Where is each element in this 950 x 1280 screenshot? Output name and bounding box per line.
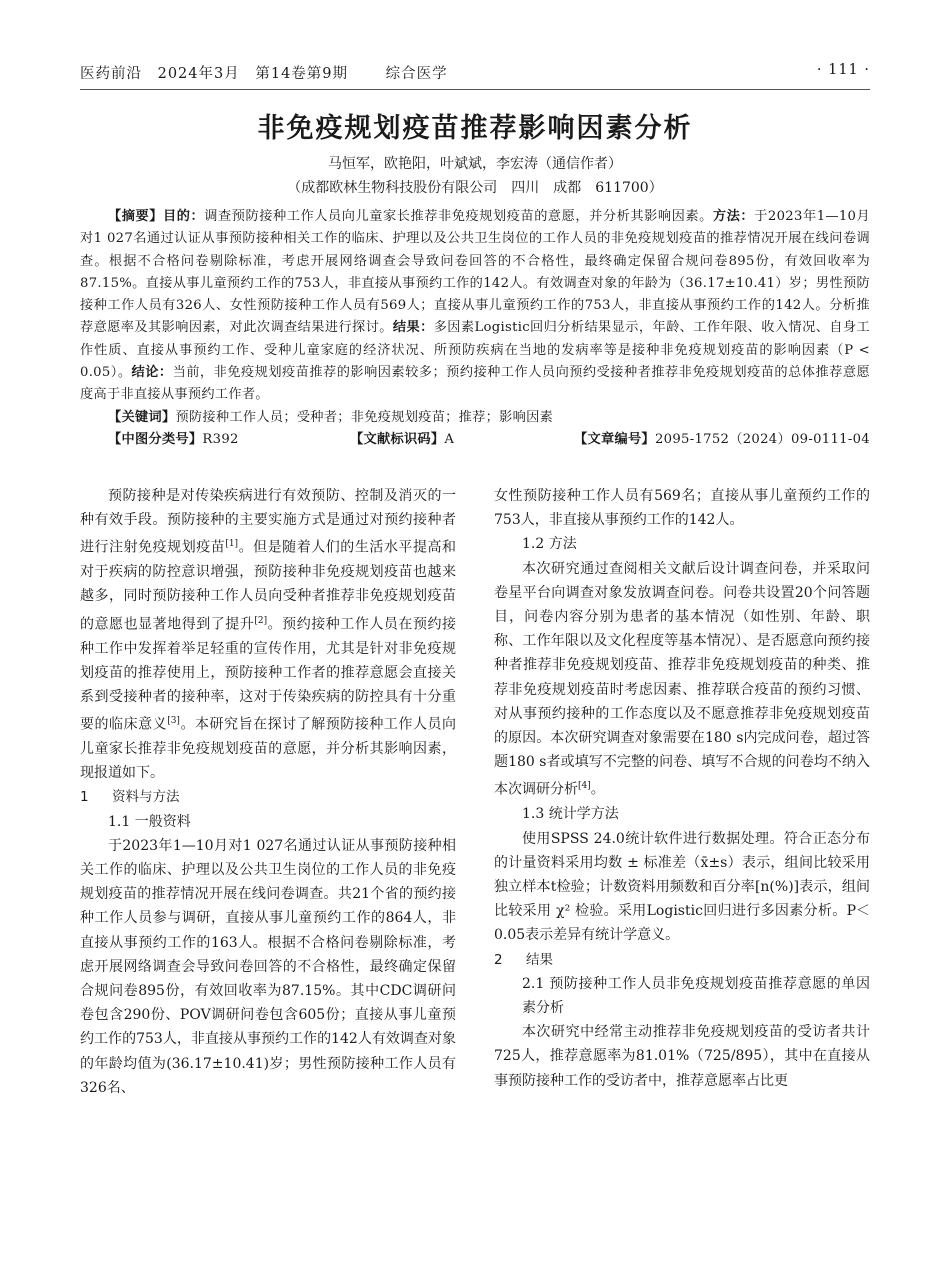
page-number: · 111 · (816, 62, 870, 78)
citation-1[interactable]: [1] (225, 539, 239, 550)
header-rule (80, 89, 870, 90)
section-2-title: 结果 (526, 951, 553, 968)
article-label: 【文章编号】 (574, 431, 655, 447)
section-1-title: 资料与方法 (112, 789, 180, 806)
intro-paragraph (80, 484, 456, 785)
general-data-continued: 女性预防接种工作人员有569名；直接从事儿童预约工作的753人，非直接从事预约工作的142人。 (494, 488, 870, 529)
methods-text: 于2023年1—10月对1 027名通过认证从事预防接种相关工作的临床、护理以及公共卫生岗位的工作人员的非免疫规划疫苗的推荐情况开展在线问卷调查。根据不合格问卷剔除标准，考虑开展网络调查会导致问卷回答的不合格性，最终确定保留合规问卷895份，有效回收率为87.15%。直接从事儿童预约工作的753人，非直接从事预约工作的142人。有效调查对象的年龄为（36.17±10.41）岁；男性预防接种工作人员有326人、女性预防接种工作人员有569人；直接从事儿童预约工作的753人，非直接从事预约工作的142人。分析推荐意愿率及其影响因素，对此次调查结果进行探讨。 (80, 209, 870, 336)
clc-label: 【中图分类号】 (108, 431, 203, 447)
abstract-block (80, 206, 870, 452)
general-data-paragraph: 于2023年1—10月对1 027名通过认证从事预防接种相关工作的临床、护理以及公共卫生岗位的工作人员的非免疫规划疫苗的推荐情况开展在线问卷调查。共21个省的预约接种工作人员参与调研，直接从事儿童预约工作的864人，非直接从事预约工作的163人。根据不合格问卷剔除标准，考虑开展网络调查会导致问卷回答的不合格性，最终确定保留合规问卷895份，有效回收率为87.15%。其中CDC调研问卷包含290份、POV调研问卷包含605份；直接从事儿童预约工作的753人，非直接从事预约工作的142人有效调查对象的年龄均值为(36.17±10.41)岁；男性预防接种工作人员有326名、 (80, 837, 456, 1096)
journal-name: 医药前沿 (80, 66, 142, 82)
right-column (494, 484, 870, 1093)
classification-row (80, 429, 870, 452)
intro-text-1: 预防接种是对传染疾病进行有效预防、控制及消灭的一种有效手段。预防接种的主要实施方式是通过对预约接种者进行注射免疫规划疫苗 (80, 488, 456, 557)
subsection-heading-1-1: 1.1 一般资料 (108, 813, 191, 830)
doc-label: 【文献标识码】 (350, 431, 445, 447)
affiliation: （成都欧林生物科技股份有限公司 四川 成都 611700） (287, 180, 663, 196)
subsection-heading-1-2: 1.2 方法 (522, 536, 577, 553)
methods-body-text: 本次研究通过查阅相关文献后设计调查问卷，并采取问卷星平台向调查对象发放调查问卷。问卷共设置20个问答题目，问卷内容分别为患者的基本情况（如性别、年龄、职称、工作年限以及文化程度等基本情况）、是否愿意向预约接种者推荐非免疫规划疫苗、推荐非免疫规划疫苗的种类、推荐非免疫规划疫苗时考虑因素、推荐联合疫苗的预约习惯、对从事预约接种的工作态度以及不愿意推荐非免疫规划疫苗的原因。本次研究调查对象需要在180 s内完成问卷，超过答题180 s者或填写不完整的问卷、填写不合规的问卷均不纳入本次调研分析 (494, 560, 870, 799)
keywords (80, 407, 870, 429)
clc-value: R392 (202, 431, 239, 447)
article-title: 非免疫规划疫苗推荐影响因素分析 (257, 113, 693, 144)
conclusion-label: 结论： (131, 365, 173, 381)
conclusion-text: 当前，非免疫规划疫苗推荐的影响因素较多；预约接种工作人员向预约受接种者推荐非免疫规划疫苗的总体推荐意愿度高于非直接从事预约工作者。 (80, 365, 870, 403)
issue-date: 2024年3月 (157, 66, 240, 82)
subsection-heading-2-1: 2.1 预防接种工作人员非免疫规划疫苗推荐意愿的单因素分析 (522, 975, 870, 1016)
results-label: 结果： (392, 320, 434, 336)
section-heading-2 (494, 948, 870, 972)
clc-code (108, 429, 239, 451)
section-2-number: 2 (494, 951, 503, 968)
statistics-paragraph: 使用SPSS 24.0统计软件进行数据处理。符合正态分布的计量资料采用均数 ± 标准差（x̄±s）表示，组间比较采用独立样本t检验；计数资料用频数和百分率[n(%)]表示，组间比较采用 χ² 检验。采用Logistic回归进行多因素分析。P＜0.05表示差异有统计学意义。 (494, 830, 870, 944)
section-1-number: 1 (80, 789, 89, 806)
article-value: 2095-1752（2024）09-0111-04 (654, 431, 870, 447)
subsection-heading-1-3: 1.3 统计学方法 (522, 806, 619, 823)
intro-text-2: 。但是随着人们的生活水平提高和对于疾病的防控意识增强，预防接种非免疫规划疫苗也越来越多，同时预防接种工作人员向受种者推荐非免疫规划疫苗的意愿也显著地得到了提升 (80, 540, 457, 633)
running-header (80, 58, 870, 88)
author-block (80, 152, 870, 200)
section-heading-1 (80, 785, 456, 809)
methods-end: 。 (590, 782, 605, 799)
objective-label: 目的： (163, 209, 205, 224)
results-text: 多因素Logistic回归分析结果显示，年龄、工作年限、收入情况、自身工作性质、直接从事预约工作、受种儿童家庭的经济状况、所预防疾病在当地的发病率等是接种非免疫规划疫苗的影响因素（P < 0.05）。 (80, 320, 870, 381)
article-number (574, 429, 870, 451)
intro-text-4: 。本研究旨在探讨了解预防接种工作人员向儿童家长推荐非免疫规划疫苗的意愿，并分析其影响因素，现报道如下。 (80, 716, 457, 782)
intro-text-3: 。预约接种工作人员在预约接种工作中发挥着举足轻重的宣传作用，尤其是针对非免疫规划疫苗的推荐使用上，预防接种工作者的推荐意愿会直接关系到受接种者的接种率，这对于传染疾病的防控具有十分重要的临床意义 (80, 616, 456, 733)
abstract-label: 【摘要】 (108, 209, 163, 224)
methods-label: 方法： (712, 209, 755, 224)
doc-value: A (444, 431, 455, 447)
citation-3[interactable]: [3] (167, 716, 180, 727)
abstract-text (80, 206, 870, 407)
citation-4[interactable]: [4] (578, 781, 591, 792)
citation-2[interactable]: [2] (254, 615, 268, 626)
left-column (80, 484, 456, 1100)
header-left (80, 62, 458, 83)
author-list: 马恒军，欧艳阳，叶斌斌，李宏涛（通信作者） (328, 156, 622, 172)
volume-issue: 第14卷第9期 (255, 66, 349, 82)
document-code (350, 429, 454, 451)
methods-paragraph (494, 557, 870, 803)
section-name: 综合医学 (385, 66, 448, 82)
objective-text: 调查预防接种工作人员向儿童家长推荐非免疫规划疫苗的意愿，并分析其影响因素。 (204, 209, 713, 224)
keywords-label: 【关键词】 (108, 409, 176, 425)
results-paragraph: 本次研究中经常主动推荐非免疫规划疫苗的受访者共计725人，推荐意愿率为81.01%（725/895），其中在直接从事预防接种工作的受访者中，推荐意愿率占比更 (494, 1024, 870, 1089)
keywords-text: 预防接种工作人员；受种者；非免疫规划疫苗；推荐；影响因素 (175, 409, 554, 425)
